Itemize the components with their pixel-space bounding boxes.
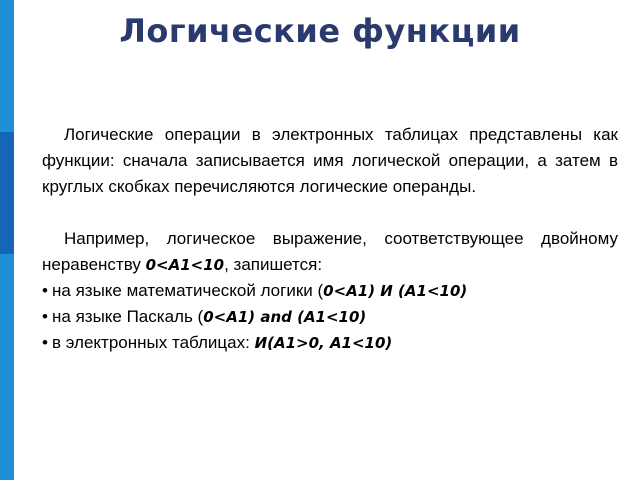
bullet-marker: • (42, 307, 48, 326)
list-item-text: на языке Паскаль ( (52, 307, 204, 326)
slide-title: Логические функции (119, 12, 521, 50)
left-edge-accent (0, 132, 14, 254)
bullet-marker: • (42, 333, 48, 352)
list-item-expression: 0<A1) and (A1<10) (203, 308, 367, 326)
example-lead-text: Например, логическое выражение, соответствующее двойному неравенству (42, 229, 618, 274)
list-item (42, 330, 618, 356)
list-item-text: на языке математической логики ( (52, 281, 324, 300)
slide-body (42, 122, 618, 356)
list-item (42, 304, 618, 330)
bullet-marker: • (42, 281, 48, 300)
list-item-text: в электронных таблицах: (52, 333, 255, 352)
list-item-expression: И(A1>0, A1<10) (254, 334, 393, 352)
example-tail-text: , запишется: (224, 255, 323, 274)
paragraph-intro: Логические операции в электронных таблицах представлены как функции: сначала записывается имя логической операции, а затем в круглых скобках перечисляются логические операнды. (42, 125, 618, 196)
notation-list (42, 278, 618, 356)
list-item (42, 278, 618, 304)
paragraph-example (42, 226, 618, 278)
list-item-expression: 0<A1) И (A1<10) (323, 282, 468, 300)
example-expression: 0<A1<10 (145, 256, 225, 274)
